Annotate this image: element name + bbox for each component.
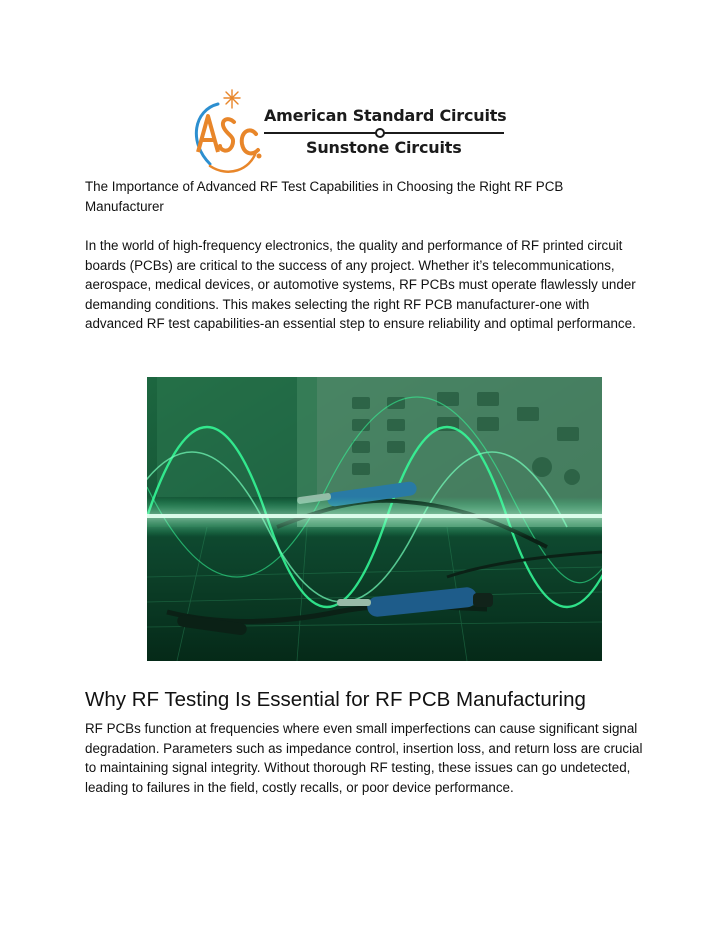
logo-divider-node [375,128,385,138]
company-name-primary: American Standard Circuits [264,106,507,125]
section-heading: Why RF Testing Is Essential for RF PCB Manufacturing [85,688,586,711]
intro-paragraph: In the world of high-frequency electronics, the quality and performance of RF printed circuit boards (PCBs) are critical to the success of any project. Whether it’s telecommunications, aerospace, medical devices, or automotive systems, RF PCBs must operate flawlessly under demanding conditions. This makes selecting the right RF PCB manufacturer-one with advanced RF test capabilities-an essential step to ensure reliability and optimal performance. [85,238,636,332]
company-name-secondary: Sunstone Circuits [306,138,462,157]
asc-monogram-icon [188,86,264,178]
company-logo [188,86,510,178]
section-paragraph: RF PCBs function at frequencies where even small imperfections can cause significant signal degradation. Parameters such as impedance control, insertion loss, and return loss are crucial to maintaining signal integrity. Without thorough RF testing, these issues can go undetected, leading to failures in the field, costly recalls, or poor device performance. [85,721,643,795]
rf-test-hero-image [147,377,602,661]
document-title: The Importance of Advanced RF Test Capabilities in Choosing the Right RF PCB Manufacturer [85,179,564,214]
